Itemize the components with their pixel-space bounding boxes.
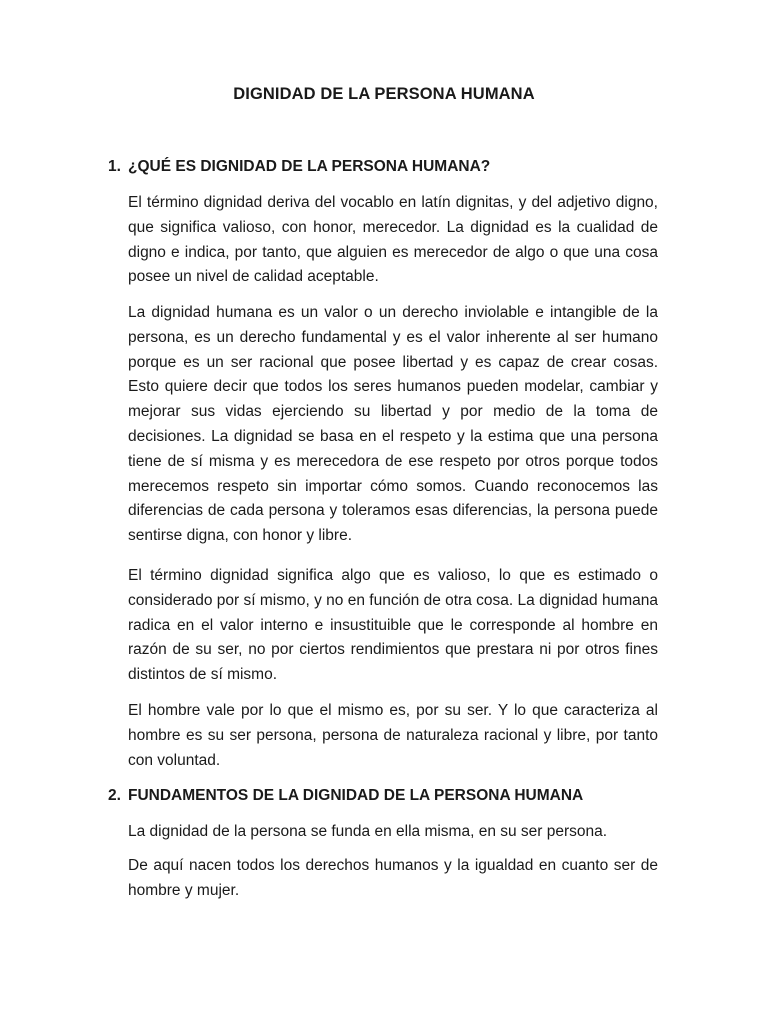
paragraph-1-1: El término dignidad deriva del vocablo en latín dignitas, y del adjetivo digno, que significa valioso, con honor, merecedor. La dignidad es la cualidad de digno e indica, por tanto, que alguien es merecedor de algo o que una cosa posee un nivel de calidad aceptable. — [128, 194, 658, 286]
paragraph-1-3: El término dignidad significa algo que es valioso, lo que es estimado o considerado por sí mismo, y no en función de otra cosa. La dignidad humana radica en el valor interno e insustituible que le corresponde al hombre en razón de su ser, no por ciertos rendimientos que prestara ni por otros fines distintos de sí mismo. — [128, 567, 658, 684]
paragraph-1-2: La dignidad humana es un valor o un derecho inviolable e intangible de la persona, es un derecho fundamental y es el valor inherente al ser humano porque es un ser racional que posee libertad y es capaz de crear cosas. Esto quiere decir que todos los seres humanos pueden modelar, cambiar y mejorar sus vidas ejerciendo su libertad y por medio de la toma de decisiones. La dignidad se basa en el respeto y la estima que una persona tiene de sí misma y es merecedora de ese respeto por otros porque todos merecemos respeto sin importar cómo somos. Cuando reconocemos las diferencias de cada persona y toleramos esas diferencias, la persona puede sentirse digna, con honor y libre. — [128, 304, 658, 545]
paragraph-1-4: El hombre vale por lo que el mismo es, por su ser. Y lo que caracteriza al hombre es su ser persona, persona de naturaleza racional y libre, por tanto con voluntad. — [128, 702, 658, 769]
section-1-title: ¿QUÉ ES DIGNIDAD DE LA PERSONA HUMANA? — [128, 158, 491, 175]
paragraph-2-2: De aquí nacen todos los derechos humanos y la igualdad en cuanto ser de hombre y mujer. — [128, 857, 658, 899]
document-title: DIGNIDAD DE LA PERSONA HUMANA — [233, 85, 535, 103]
section-1-heading — [108, 158, 490, 176]
paragraph-2-1: La dignidad de la persona se funda en ella misma, en su ser persona. — [128, 823, 608, 840]
section-1-number: 1. — [108, 158, 121, 175]
section-2-heading — [108, 787, 583, 805]
section-2-number: 2. — [108, 787, 121, 804]
section-2-title: FUNDAMENTOS DE LA DIGNIDAD DE LA PERSONA HUMANA — [128, 787, 584, 804]
